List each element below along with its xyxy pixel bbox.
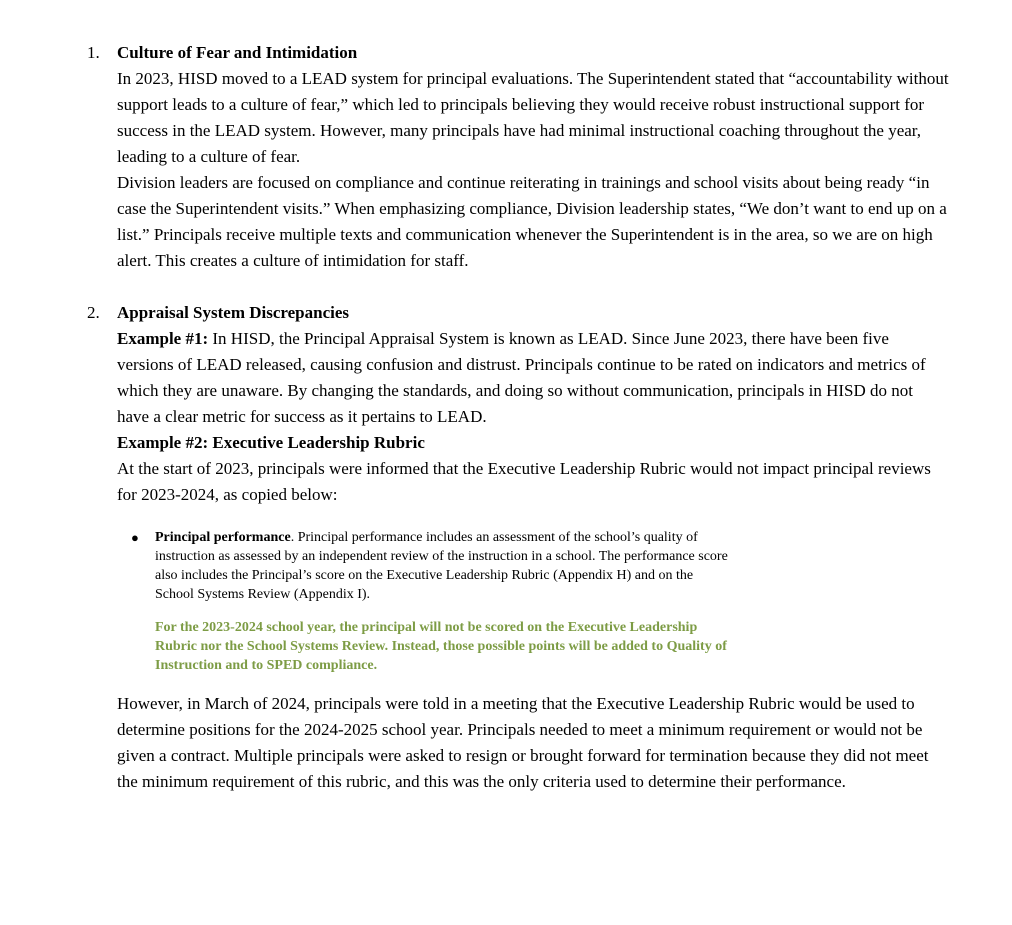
embedded-policy-excerpt	[131, 528, 731, 675]
example-2-heading: Example #2: Executive Leadership Rubric	[117, 433, 425, 452]
bullet-body-text: . Principal performance includes an assessment of the school’s quality of instruction as assessed by an independent review of the instruction in a school. The performance score also includes the Principal’s score on the Executive Leadership Rubric (Appendix H) and on the School Systems Review (Appendix I).	[155, 530, 728, 602]
bullet-lead-in: Principal performance	[155, 530, 291, 545]
paragraph-closing: However, in March of 2024, principals were told in a meeting that the Executive Leadership Rubric would be used to determine positions for the 2024-2025 school year. Principals needed to meet a minimum requirement or would not be given a contract. Multiple principals were asked to resign or brought forward for termination because they did not meet the minimum requirement of this rubric, and this was the only criteria used to determine their performance.	[117, 694, 929, 791]
bullet-item	[131, 528, 731, 604]
item-title: Appraisal System Discrepancies	[117, 303, 350, 322]
example-1-text: In HISD, the Principal Appraisal System is known as LEAD. Since June 2023, there have been five versions of LEAD released, causing confusion and distrust. Principals continue to be rated on indicators and metrics of which they are unaware. By changing the standards, and doing so without communication, principals in HISD do not have a clear metric for success as it pertains to LEAD.	[117, 329, 926, 426]
paragraph: Division leaders are focused on compliance and continue reiterating in trainings and school visits about being ready “in case the Superintendent visits.” When emphasizing compliance, Division leadership states, “We don’t want to end up on a list.” Principals receive multiple texts and communication whenever the Superintendent is in the area, so we are on high alert. This creates a culture of intimidation for staff.	[117, 173, 947, 270]
item-content	[117, 40, 949, 274]
list-item-appraisal-discrepancies	[87, 300, 952, 795]
bullet-icon: ●	[131, 530, 139, 545]
list-item-culture-of-fear	[87, 40, 952, 274]
example-1-label: Example #1:	[117, 329, 209, 348]
paragraph: In 2023, HISD moved to a LEAD system for principal evaluations. The Superintendent stated that “accountability without support leads to a culture of fear,” which led to principals believing they would receive robust instructional support for success in the LEAD system. However, many principals have had minimal instructional coaching throughout the year, leading to a culture of fear.	[117, 69, 949, 166]
paragraph-intro: At the start of 2023, principals were informed that the Executive Leadership Rubric would not impact principal reviews for 2023-2024, as copied below:	[117, 459, 931, 504]
item-title: Culture of Fear and Intimidation	[117, 43, 358, 62]
item-content	[117, 300, 949, 795]
paragraph-example-1	[117, 326, 949, 430]
green-highlight-paragraph: For the 2023-2024 school year, the principal will not be scored on the Executive Leadership Rubric nor the School Systems Review. Instead, those possible points will be added to Quality of Instruction and to SPED compliance.	[155, 620, 727, 673]
item-number: 2.	[87, 303, 100, 322]
bullet-paragraph	[155, 528, 731, 604]
item-number: 1.	[87, 43, 100, 62]
